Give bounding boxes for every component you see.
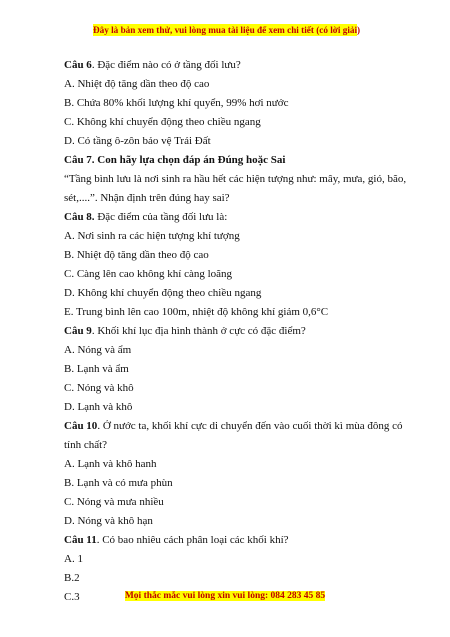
question-label: Câu 6 (64, 59, 92, 71)
option-b: B. Chứa 80% khối lượng khí quyển, 99% hơi nước (64, 97, 289, 109)
document-body (64, 56, 407, 607)
option-d: D. Không khí chuyển động theo chiều ngang (64, 287, 262, 299)
question-text: . Có bao nhiêu cách phân loại các khối khí? (96, 534, 289, 546)
question-7-statement-line-1: “Tầng bình lưu là nơi sinh ra hầu hết các hiện tượng như: mây, mưa, gió, bão, (64, 173, 407, 185)
question-7-heading: Câu 7. Con hãy lựa chọn đáp án Đúng hoặc Sai (64, 154, 286, 166)
question-text: Đặc điểm của tầng đối lưu là: (94, 211, 228, 223)
option-c: C.3 (64, 591, 80, 603)
contact-footer (0, 590, 450, 602)
option-a: A. Lạnh và khô hanh (64, 458, 157, 470)
option-b: B. Nhiệt độ tăng dần theo độ cao (64, 249, 209, 261)
question-10 (64, 417, 403, 436)
question-label: Câu 8. (64, 211, 95, 223)
question-8 (64, 208, 384, 227)
option-b: B. Lạnh và ẩm (64, 363, 129, 375)
question-11 (64, 531, 384, 550)
option-b: B. Lạnh và có mưa phùn (64, 477, 173, 489)
option-c: C. Nóng và mưa nhiều (64, 496, 164, 508)
question-text: . Ở nước ta, khối khí cực di chuyển đến vào cuối thời kì mùa đông có (97, 420, 403, 432)
option-c: C. Không khí chuyển động theo chiều ngang (64, 116, 261, 128)
question-label: Câu 9 (64, 325, 92, 337)
question-label: Câu 11 (64, 534, 97, 546)
option-a: A. Nơi sinh ra các hiện tượng khí tượng (64, 230, 240, 242)
option-d: D. Có tầng ô-zôn bảo vệ Trái Đất (64, 135, 211, 147)
option-a: A. Nóng và ẩm (64, 344, 132, 356)
question-text: . Đặc điểm nào có ở tầng đối lưu? (91, 59, 241, 71)
option-d: D. Lạnh và khô (64, 401, 133, 413)
option-e: E. Trung bình lên cao 100m, nhiệt độ không khí giảm 0,6°C (64, 306, 329, 318)
option-a: A. Nhiệt độ tăng dần theo độ cao (64, 78, 210, 90)
question-7-statement-line-2: sét,....”. Nhận định trên đúng hay sai? (64, 192, 230, 204)
question-6 (64, 56, 384, 75)
option-c: C. Càng lên cao không khí càng loãng (64, 268, 233, 280)
option-c: C. Nóng và khô (64, 382, 134, 394)
option-d: D. Nóng và khô hạn (64, 515, 153, 527)
preview-banner: Đây là bản xem thử, vui lòng mua tài liệu để xem chi tiết (có lời giải) (93, 25, 361, 35)
footer-text: Mọi thắc mắc vui lòng xin vui lòng: 084 283 45 85 (124, 591, 326, 601)
question-text: . Khối khí lục địa hình thành ở cực có đặc điểm? (91, 325, 306, 337)
question-10-line-2: tính chất? (64, 439, 108, 451)
question-9 (64, 322, 384, 341)
question-label: Câu 10 (64, 420, 98, 432)
option-b: B.2 (64, 572, 80, 584)
option-a: A. 1 (64, 553, 83, 565)
